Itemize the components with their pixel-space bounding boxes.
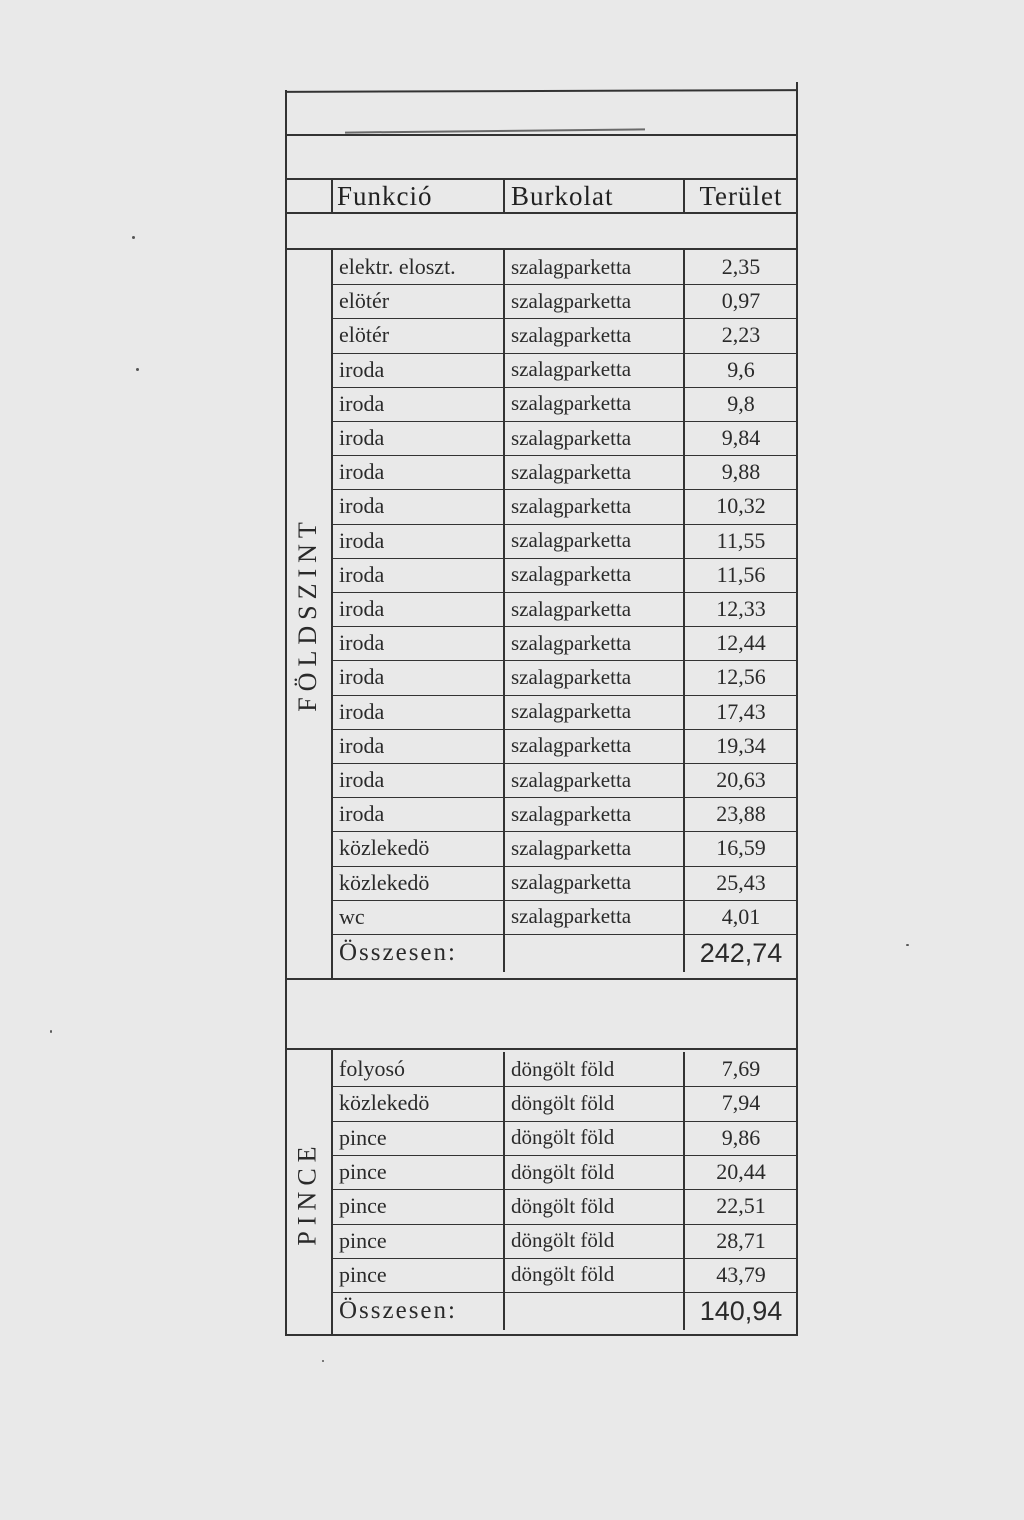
row-covering: szalagparketta [511, 322, 632, 347]
row-covering: szalagparketta [511, 733, 632, 758]
row-covering: szalagparketta [511, 664, 632, 689]
row-covering: szalagparketta [511, 835, 632, 860]
row-area: 0,97 [721, 288, 761, 314]
row-area: 9,8 [727, 390, 755, 416]
row-covering: szalagparketta [511, 699, 632, 724]
row-area: 16,59 [716, 835, 766, 861]
row-covering: döngölt föld [511, 1262, 615, 1287]
column-divider-1 [503, 1052, 505, 1330]
row-covering: szalagparketta [511, 493, 632, 518]
row-area: 43,79 [716, 1261, 766, 1287]
row-covering: szalagparketta [511, 425, 632, 450]
row-function: iroda [339, 459, 385, 485]
row-covering: szalagparketta [511, 870, 632, 895]
basement-label: PINCE [293, 1140, 322, 1246]
row-function: pince [339, 1261, 387, 1287]
row-function: pince [339, 1124, 387, 1150]
row-covering: szalagparketta [511, 528, 632, 553]
row-function: pince [339, 1193, 387, 1219]
row-area: 11,56 [716, 561, 766, 587]
row-function: iroda [339, 527, 385, 553]
row-covering: döngölt föld [511, 1228, 615, 1253]
row-function: pince [339, 1159, 387, 1185]
total-value: 242,74 [699, 937, 783, 968]
scan-speck [136, 368, 139, 371]
row-area: 17,43 [716, 698, 766, 724]
row-function: wc [339, 903, 365, 929]
row-area: 7,69 [721, 1056, 761, 1082]
row-function: iroda [339, 732, 385, 758]
gap-bottom-rule [285, 1048, 797, 1050]
row-function: folyosó [339, 1056, 405, 1082]
row-area: 20,44 [716, 1159, 766, 1185]
table-top-border [285, 89, 797, 93]
row-area: 20,63 [716, 767, 766, 793]
row-function: közlekedö [339, 1090, 430, 1116]
row-area: 2,23 [721, 322, 761, 348]
row-function: iroda [339, 561, 385, 587]
column-divider-2 [683, 1052, 685, 1330]
row-function: iroda [339, 664, 385, 690]
row-covering: döngölt föld [511, 1090, 615, 1115]
row-area: 9,84 [721, 425, 761, 451]
row-covering: szalagparketta [511, 254, 632, 279]
row-function: iroda [339, 767, 385, 793]
row-covering: szalagparketta [511, 288, 632, 313]
row-area: 7,94 [721, 1090, 761, 1116]
row-covering: szalagparketta [511, 596, 632, 621]
total-label: Összesen: [339, 939, 457, 967]
row-covering: szalagparketta [511, 801, 632, 826]
row-covering: döngölt föld [511, 1125, 615, 1150]
row-function: közlekedö [339, 835, 430, 861]
header-function: Funkció [337, 180, 433, 211]
scan-speck [322, 1360, 324, 1362]
row-covering: szalagparketta [511, 767, 632, 792]
row-area: 9,6 [727, 356, 755, 382]
row-function: elötér [339, 322, 390, 348]
row-function: iroda [339, 630, 385, 656]
scan-speck [906, 944, 909, 946]
header-area: Terület [699, 180, 783, 211]
row-function: iroda [339, 425, 385, 451]
row-area: 12,33 [716, 596, 766, 622]
row-covering: szalagparketta [511, 357, 632, 382]
row-area: 9,86 [721, 1124, 761, 1150]
row-function: pince [339, 1227, 387, 1253]
row-area: 12,56 [716, 664, 766, 690]
table-top-rule [285, 134, 797, 136]
scan-speck [132, 236, 135, 239]
scan-speck [50, 1030, 52, 1033]
header-covering: Burkolat [511, 180, 614, 211]
row-area: 9,88 [721, 459, 761, 485]
row-function: iroda [339, 356, 385, 382]
row-covering: döngölt föld [511, 1193, 615, 1218]
total-value: 140,94 [699, 1295, 783, 1326]
row-area: 12,44 [716, 630, 766, 656]
row-area: 22,51 [716, 1193, 766, 1219]
row-area: 4,01 [721, 903, 761, 929]
row-area: 2,35 [721, 254, 761, 280]
row-area: 10,32 [716, 493, 766, 519]
row-covering: szalagparketta [511, 459, 632, 484]
ground-floor-bottom-rule [285, 978, 797, 980]
column-divider-2 [683, 250, 685, 972]
row-covering: szalagparketta [511, 391, 632, 416]
row-covering: döngölt föld [511, 1056, 615, 1081]
row-area: 19,34 [716, 732, 766, 758]
row-function: elötér [339, 288, 390, 314]
area-table [285, 80, 800, 1338]
row-covering: szalagparketta [511, 630, 632, 655]
row-function: elektr. eloszt. [339, 254, 456, 280]
ground-floor-label: FÖLDSZINT [293, 516, 322, 712]
row-area: 25,43 [716, 869, 766, 895]
row-function: iroda [339, 801, 385, 827]
row-function: iroda [339, 493, 385, 519]
table-top-stroke [345, 128, 645, 133]
row-covering: szalagparketta [511, 904, 632, 929]
row-function: iroda [339, 390, 385, 416]
row-function: iroda [339, 596, 385, 622]
row-area: 11,55 [716, 527, 766, 553]
total-label: Összesen: [339, 1297, 457, 1325]
table-bottom-border [285, 1334, 797, 1336]
header-bottom-rule [285, 212, 797, 214]
row-function: iroda [339, 698, 385, 724]
row-covering: szalagparketta [511, 562, 632, 587]
row-covering: döngölt föld [511, 1159, 615, 1184]
row-area: 23,88 [716, 801, 766, 827]
column-divider-1 [503, 250, 505, 972]
header-divider-2 [503, 178, 505, 214]
row-area: 28,71 [716, 1227, 766, 1253]
row-function: közlekedö [339, 869, 430, 895]
header-divider-1 [331, 178, 333, 214]
